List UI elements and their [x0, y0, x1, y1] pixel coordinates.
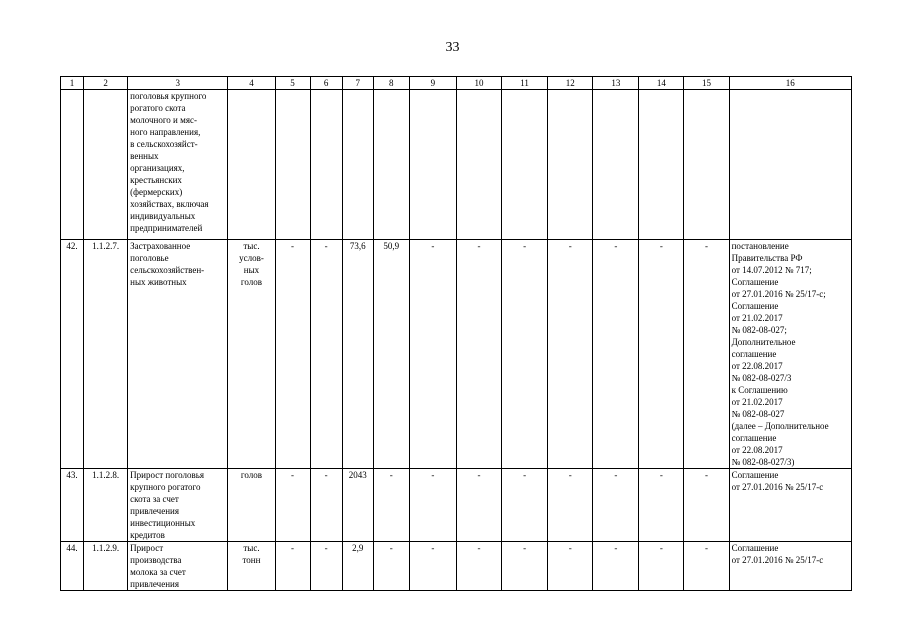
cell-code: 1.1.2.8. — [84, 469, 128, 542]
cell-value: - — [548, 469, 593, 542]
cell-value: - — [593, 240, 639, 469]
cell-value: - — [409, 542, 456, 591]
cell-value: - — [593, 542, 639, 591]
cell-row-number: 44. — [61, 542, 84, 591]
cell-value: - — [639, 469, 684, 542]
cell-value: - — [456, 542, 501, 591]
cell-code: 1.1.2.9. — [84, 542, 128, 591]
cell-value: - — [275, 240, 310, 469]
header-cell: 3 — [128, 77, 228, 90]
cell-value: - — [684, 542, 729, 591]
cell-value: - — [639, 542, 684, 591]
header-cell: 13 — [593, 77, 639, 90]
cell-unit: тыс. услов- ных голов — [228, 240, 275, 469]
header-cell: 15 — [684, 77, 729, 90]
header-cell: 8 — [373, 77, 409, 90]
cell-value: - — [502, 542, 548, 591]
header-cell: 1 — [61, 77, 84, 90]
cell-value: 2043 — [342, 469, 373, 542]
cell-empty — [84, 90, 128, 240]
cell-value: - — [310, 240, 342, 469]
cell-empty — [275, 90, 310, 240]
cell-value: - — [593, 469, 639, 542]
cell-value: - — [409, 469, 456, 542]
cell-empty — [373, 90, 409, 240]
table-row — [61, 469, 852, 542]
cell-empty — [502, 90, 548, 240]
cell-empty — [409, 90, 456, 240]
cell-value: - — [310, 469, 342, 542]
cell-empty — [639, 90, 684, 240]
cell-indicator-name: Застрахованное поголовье сельскохозяйствен- ных животных — [128, 240, 228, 469]
cell-value: - — [548, 240, 593, 469]
cell-empty — [456, 90, 501, 240]
cell-value: - — [456, 469, 501, 542]
cell-empty — [593, 90, 639, 240]
cell-value: - — [373, 542, 409, 591]
header-cell: 4 — [228, 77, 275, 90]
cell-empty — [61, 90, 84, 240]
header-cell: 14 — [639, 77, 684, 90]
page-number: 33 — [445, 40, 460, 55]
cell-value: - — [275, 542, 310, 591]
cell-source-document: Соглашение от 27.01.2016 № 25/17-с — [729, 469, 851, 542]
cell-value: 2,9 — [342, 542, 373, 591]
header-cell: 5 — [275, 77, 310, 90]
header-row — [61, 77, 852, 90]
cell-value: - — [639, 240, 684, 469]
cell-value: 73,6 — [342, 240, 373, 469]
table-row-continuation — [61, 90, 852, 240]
cell-unit: голов — [228, 469, 275, 542]
cell-value: - — [456, 240, 501, 469]
cell-value: - — [502, 240, 548, 469]
cell-empty — [310, 90, 342, 240]
cell-indicator-name: поголовья крупного рогатого скота молочного и мяс- ного направления, в сельскохозяйст- венных организациях, крестьянских (фермерских) хозяйствах, включая индивидуальных предпринимателей — [128, 90, 228, 240]
cell-value: - — [373, 469, 409, 542]
cell-value: - — [502, 469, 548, 542]
cell-indicator-name: Прирост производства молока за счет привлечения — [128, 542, 228, 591]
header-cell: 16 — [729, 77, 851, 90]
data-table — [60, 76, 852, 591]
cell-value: 50,9 — [373, 240, 409, 469]
cell-value: - — [548, 542, 593, 591]
header-cell: 2 — [84, 77, 128, 90]
cell-source-document: постановление Правительства РФ от 14.07.2012 № 717; Соглашение от 27.01.2016 № 25/17-с; Соглашение от 21.02.2017 № 082-08-027; Дополнительное соглашение от 22.08.2017 № 082-08-027/3 к Соглашению от 21.02.2017 № 082-08-027 (далее – Дополнительное соглашение от 22.08.2017 № 082-08-027/3) — [729, 240, 851, 469]
cell-empty — [548, 90, 593, 240]
cell-row-number: 43. — [61, 469, 84, 542]
cell-value: - — [310, 542, 342, 591]
cell-value: - — [275, 469, 310, 542]
header-cell: 11 — [502, 77, 548, 90]
table-row — [61, 542, 852, 591]
cell-empty — [342, 90, 373, 240]
table-row — [61, 240, 852, 469]
cell-unit: тыс. тонн — [228, 542, 275, 591]
cell-value: - — [684, 240, 729, 469]
cell-empty — [228, 90, 275, 240]
cell-empty — [684, 90, 729, 240]
cell-indicator-name: Прирост поголовья крупного рогатого скота за счет привлечения инвестиционных кредитов — [128, 469, 228, 542]
cell-value: - — [684, 469, 729, 542]
cell-code: 1.1.2.7. — [84, 240, 128, 469]
header-cell: 12 — [548, 77, 593, 90]
cell-empty — [729, 90, 851, 240]
header-cell: 9 — [409, 77, 456, 90]
header-cell: 6 — [310, 77, 342, 90]
header-cell: 7 — [342, 77, 373, 90]
cell-source-document: Соглашение от 27.01.2016 № 25/17-с — [729, 542, 851, 591]
header-cell: 10 — [456, 77, 501, 90]
cell-value: - — [409, 240, 456, 469]
cell-row-number: 42. — [61, 240, 84, 469]
